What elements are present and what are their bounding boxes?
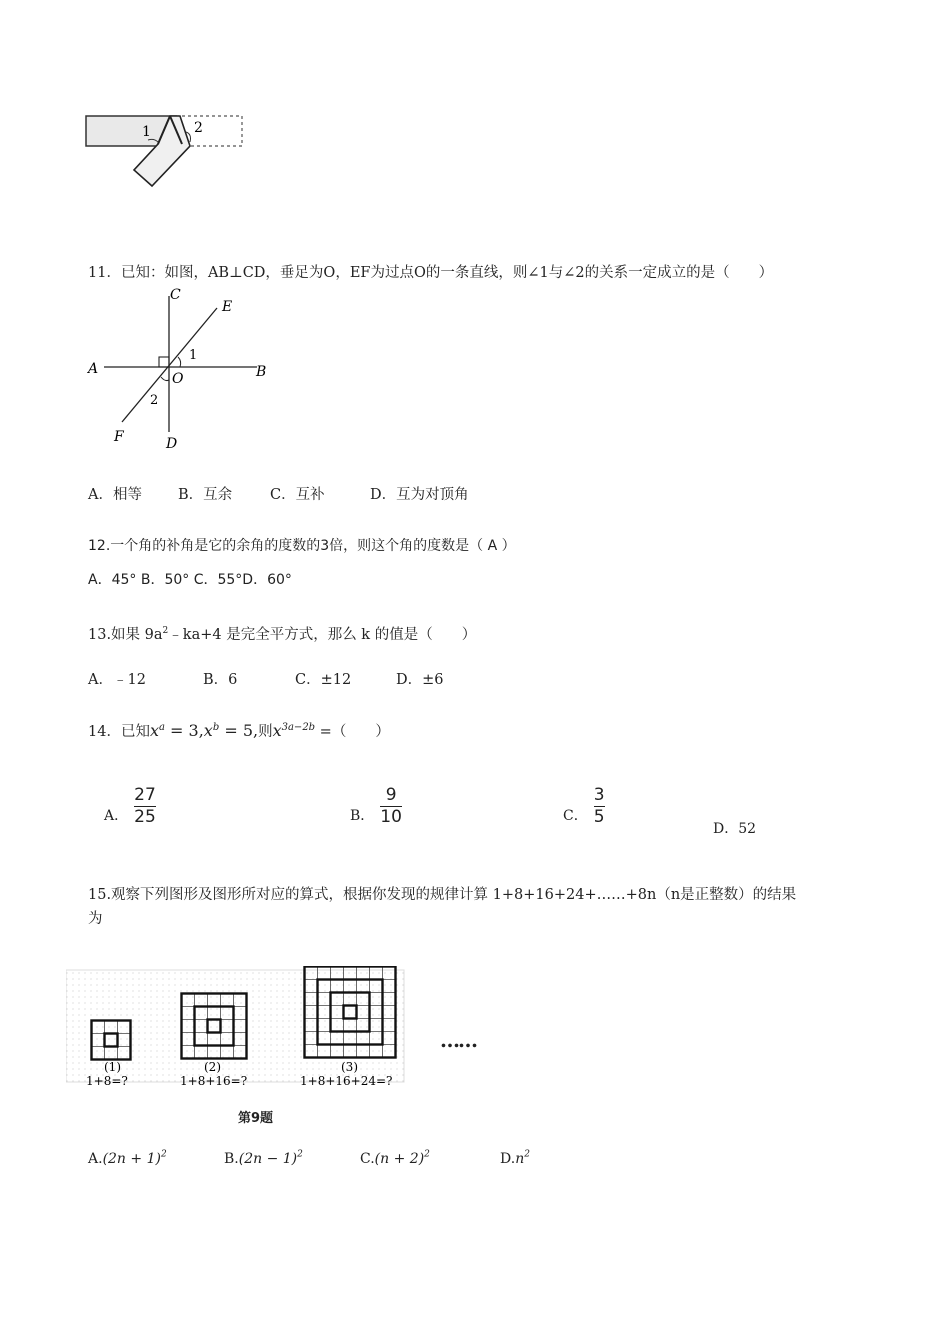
- fraction-numerator: 27: [134, 785, 156, 805]
- q14-option-c-label: C．: [563, 808, 588, 824]
- q14-option-d-value: 52: [738, 821, 757, 837]
- q11-text: 11．已知：如图，AB⊥CD，垂足为O，EF为过点O的一条直线，则∠1与∠2的关系一定成立的是（ ）: [88, 265, 774, 281]
- q15-option-d-exp: 2: [524, 1149, 530, 1160]
- q15-option-c-exp: 2: [424, 1149, 430, 1160]
- figure-3-number: (3): [341, 1060, 358, 1074]
- point-d-label: D: [166, 436, 178, 452]
- q13-option-d: D．±6: [396, 672, 444, 688]
- q14-option-b: [350, 786, 402, 827]
- q14-option-b-label: B．: [350, 808, 375, 824]
- q15-option-c-expr: (n + 2): [374, 1151, 425, 1167]
- q13-option-b: B．6: [203, 672, 238, 688]
- q14-expr2-base: x: [203, 720, 213, 740]
- q14-expr1-rest: = 3,: [164, 720, 204, 740]
- q15-option-a-label: A.: [88, 1151, 103, 1167]
- q15-option-d-label: D.: [500, 1151, 516, 1167]
- point-o-label: O: [172, 371, 184, 387]
- q15-option-b: [224, 1148, 303, 1167]
- q14-lead: 14．已知: [88, 723, 150, 740]
- q14-option-a: [104, 786, 156, 827]
- q13-option-c: C．±12: [295, 672, 352, 688]
- q15-option-a-exp: 2: [160, 1149, 167, 1160]
- fraction-denominator: 5: [593, 807, 605, 827]
- point-f-label: F: [114, 429, 124, 445]
- figure-caption: 第9题: [238, 1111, 274, 1126]
- q14-expr3-exp: 3a−2b: [281, 722, 316, 733]
- nested-squares-figure: [66, 966, 406, 1096]
- q12-text: 12.一个角的补角是它的余角的度数的3倍，则这个角的度数是（ A ）: [88, 538, 516, 554]
- q15-option-b-expr: (2n − 1): [238, 1151, 298, 1167]
- q15-text-line1: 15.观察下列图形及图形所对应的算式，根据你发现的规律计算 1+8+16+24+……+8n（n是正整数）的结果: [88, 887, 797, 903]
- q15-option-b-exp: 2: [297, 1149, 303, 1160]
- q14-option-d-label: D．: [713, 821, 739, 837]
- q14-option-c: [563, 786, 605, 827]
- point-c-label: C: [170, 287, 181, 303]
- q14-expr2-exp: b: [212, 722, 220, 733]
- q14-option-b-fraction: [380, 786, 402, 827]
- q15-option-c: [360, 1148, 430, 1167]
- point-b-label: B: [256, 364, 267, 380]
- figure-1-equation: 1+8=?: [86, 1074, 128, 1088]
- q13-text-post: ﹣ka+4 是完全平方式，那么 k 的值是（ ）: [168, 626, 477, 643]
- q15-option-c-label: C.: [360, 1151, 375, 1167]
- q14-mid: 则: [258, 723, 273, 740]
- point-a-label: A: [88, 361, 99, 377]
- q14-expr1-base: x: [149, 720, 159, 740]
- fold-strip-figure: [82, 108, 252, 190]
- q11-option-d: D．互为对顶角: [370, 487, 469, 503]
- q11-option-c: C．互补: [270, 487, 325, 503]
- q14-expr1-exp: a: [158, 722, 165, 733]
- q15-text-line2: 为: [88, 911, 103, 927]
- figure-2-equation: 1+8+16=?: [180, 1074, 248, 1088]
- fraction-numerator: 9: [385, 785, 397, 805]
- q12-options: A．45° B．50° C．55°D．60°: [88, 572, 292, 588]
- q14-text: [88, 718, 390, 742]
- q15-option-a: [88, 1148, 167, 1167]
- fraction-denominator: 25: [134, 807, 156, 827]
- angle-2-label: 2: [150, 393, 159, 408]
- fraction-denominator: 10: [380, 807, 402, 827]
- q14-expr3-rest: =（ ）: [315, 723, 390, 740]
- q13-text-pre: 13.如果 9a: [88, 626, 163, 643]
- point-e-label: E: [222, 299, 233, 315]
- q15-option-d-expr: n: [515, 1151, 525, 1167]
- q13-text: [88, 621, 476, 645]
- q14-option-d: [713, 818, 756, 838]
- right-angle-mark: [159, 357, 169, 367]
- continuation-dots: ……: [440, 1028, 476, 1052]
- q14-expr2-rest: = 5,: [219, 720, 259, 740]
- q13-option-a: A．﹣12: [88, 672, 146, 688]
- q11-option-a: A．相等: [88, 487, 142, 503]
- figure-1-number: (1): [104, 1060, 121, 1074]
- q11-option-b: B．互余: [178, 487, 233, 503]
- fold-angle-1-label: 1: [142, 124, 151, 140]
- q15-option-d: [500, 1148, 530, 1167]
- figure-3-equation: 1+8+16+24=?: [300, 1074, 393, 1088]
- q14-option-c-fraction: [594, 786, 605, 827]
- figure-2-number: (2): [204, 1060, 221, 1074]
- fraction-numerator: 3: [593, 785, 605, 805]
- q14-option-a-fraction: [134, 786, 156, 827]
- q15-option-a-expr: (2n + 1): [102, 1151, 161, 1167]
- perpendicular-lines-figure: [82, 282, 282, 454]
- angle-1-label: 1: [189, 348, 198, 363]
- q14-option-a-label: A．: [104, 808, 129, 824]
- fold-angle-2-label: 2: [194, 120, 203, 136]
- q13-superscript: 2: [162, 626, 169, 636]
- q14-expr3-base: x: [272, 720, 282, 740]
- q15-option-b-label: B.: [224, 1151, 239, 1167]
